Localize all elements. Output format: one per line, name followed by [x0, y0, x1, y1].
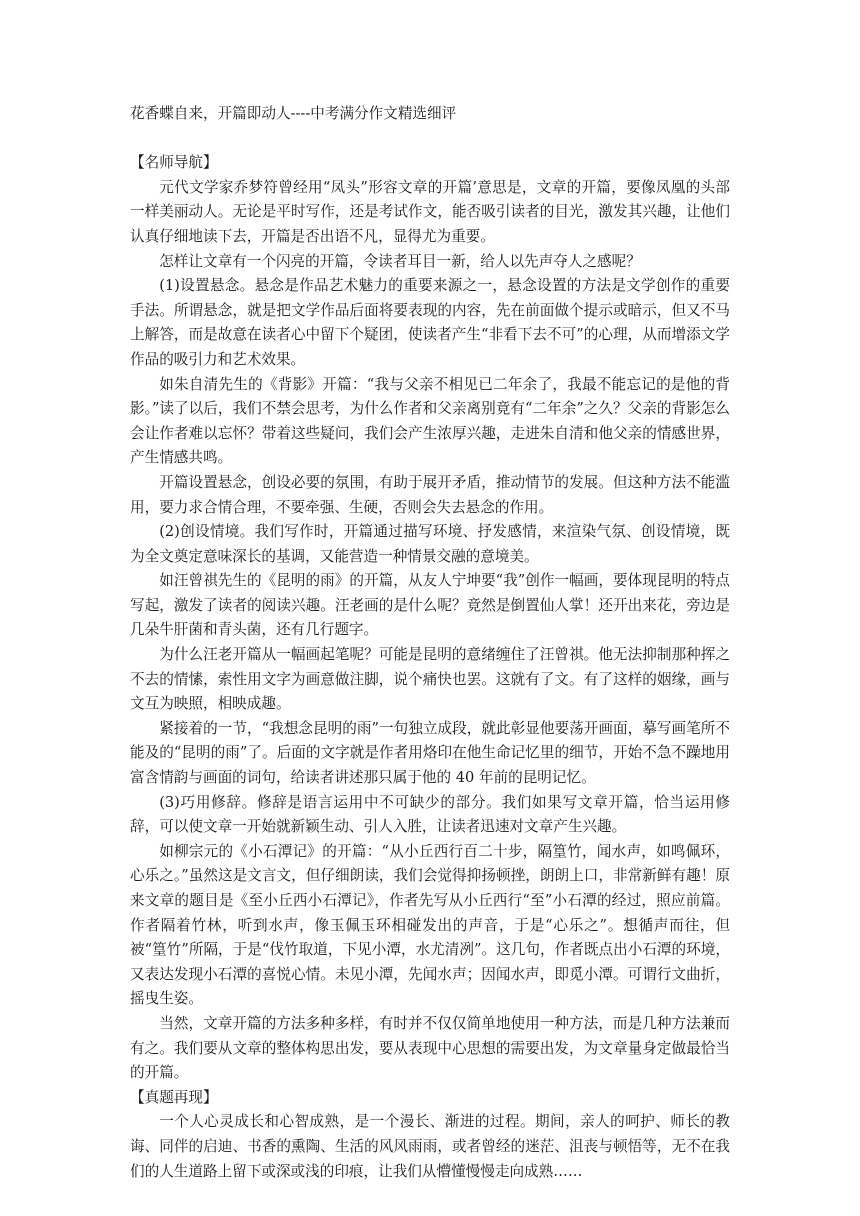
paragraph: (3)巧用修辞。修辞是语言运用中不可缺少的部分。我们如果写文章开篇，恰当运用修辞，可以使文章一开始就新颖生动、引人入胜，让读者迅速对文章产生兴趣。: [130, 793, 730, 836]
section-heading-mentor-guide: 【名师导航】: [130, 154, 218, 172]
section-heading-exam-questions: 【真题再现】: [130, 1088, 218, 1106]
paragraph: 紧接着的一节，“我想念昆明的雨”一句独立成段，就此彰显他要荡开画面，摹写画笔所不能及的“昆明的雨”了。后面的文字就是作者用烙印在他生命记忆里的细节，开始不急不躁地用富含情韵与画面的词句，给读者讲述那只属于他的 40 年前的昆明记忆。: [130, 719, 730, 787]
paragraph: 如柳宗元的《小石潭记》的开篇：“从小丘西行百二十步，隔篁竹，闻水声，如鸣佩环，心乐之。”虽然这是文言文，但仔细朗读，我们会觉得抑扬顿挫，朗朗上口，非常新鲜有趣！原来文章的题目是《至小丘西小石潭记》，作者先写从小丘西行“至”小石潭的经过，照应前篇。作者隔着竹林，听到水声，像玉佩玉环相碰发出的声音，于是“心乐之”。想循声而往，但被“篁竹”所隔，于是“伐竹取道，下见小潭，水尤清冽”。这几句，作者既点出小石潭的环境，又表达发现小石潭的喜悦心情。未见小潭，先闻水声；因闻水声，即觅小潭。可谓行文曲折，摇曳生姿。: [130, 842, 730, 1008]
paragraph: 一个人心灵成长和心智成熟，是一个漫长、渐进的过程。期间，亲人的呵护、师长的教诲、同伴的启迪、书香的熏陶、生活的风风雨雨，或者曾经的迷茫、沮丧与顿悟等，无不在我们的人生道路上留下或深或浅的印痕，让我们从懵懂慢慢走向成熟……: [130, 1113, 730, 1180]
paragraph: 如汪曾祺先生的《昆明的雨》的开篇，从友人宁坤要“我”创作一幅画，要体现昆明的特点写起，激发了读者的阅读兴趣。汪老画的是什么呢？竟然是倒置仙人掌！还开出来花，旁边是几朵牛肝菌和青头菌，还有几行题字。: [130, 572, 730, 639]
paragraph: 为什么汪老开篇从一幅画起笔呢？可能是昆明的意绪缠住了汪曾祺。他无法抑制那种挥之不去的情愫，索性用文字为画意做注脚，说个痛快也罢。这就有了文。有了这样的姻缘，画与文互为映照，相映成趣。: [130, 646, 730, 713]
paragraph: 开篇设置悬念，创设必要的氛围，有助于展开矛盾，推动情节的发展。但这种方法不能滥用，要力求合情合理，不要牵强、生硬，否则会失去悬念的作用。: [130, 473, 730, 516]
paragraph: 元代文学家乔梦符曾经用“凤头”形容文章的开篇’意思是，文章的开篇，要像凤凰的头部一样美丽动人。无论是平时写作，还是考试作文，能否吸引读者的目光，激发其兴趣，让他们认真仔细地读下去，开篇是否出语不凡，显得尤为重要。: [130, 178, 730, 245]
paragraph: 怎样让文章有一个闪亮的开篇，令读者耳目一新，给人以先声夺人之感呢？: [159, 252, 641, 270]
paragraph: 如朱自清先生的《背影》开篇：“我与父亲不相见已二年余了，我最不能忘记的是他的背影。”读了以后，我们不禁会思考，为什么作者和父亲离别竟有“二年余”之久？父亲的背影怎么会让作者难以忘怀？带着这些疑问，我们会产生浓厚兴趣，走进朱自清和他父亲的情感世界，产生情感共鸣。: [130, 375, 730, 467]
paragraph: 当然，文章开篇的方法多种多样，有时并不仅仅简单地使用一种方法，而是几种方法兼而有之。我们要从文章的整体构思出发，要从表现中心思想的需要出发，为文章量身定做最恰当的开篇。: [130, 1014, 730, 1082]
document-page: [130, 102, 730, 1184]
paragraph: (2)创设情境。我们写作时，开篇通过描写环境、抒发感情，来渲染气氛、创设情境，既为全文奠定意味深长的基调，又能营造一种情景交融的意境美。: [130, 523, 730, 565]
document-title: 花香蝶自来，开篇即动人----中考满分作文精选细评: [130, 105, 457, 122]
paragraph: (1)设置悬念。悬念是作品艺术魅力的重要来源之一，悬念设置的方法是文学创作的重要手法。所谓悬念，就是把文学作品后面将要表现的内容，先在前面做个提示或暗示，但又不马上解答，而是故意在读者心中留下个疑团，使读者产生“非看下去不可”的心理，从而增添文学作品的吸引力和艺术效果。: [130, 277, 730, 368]
